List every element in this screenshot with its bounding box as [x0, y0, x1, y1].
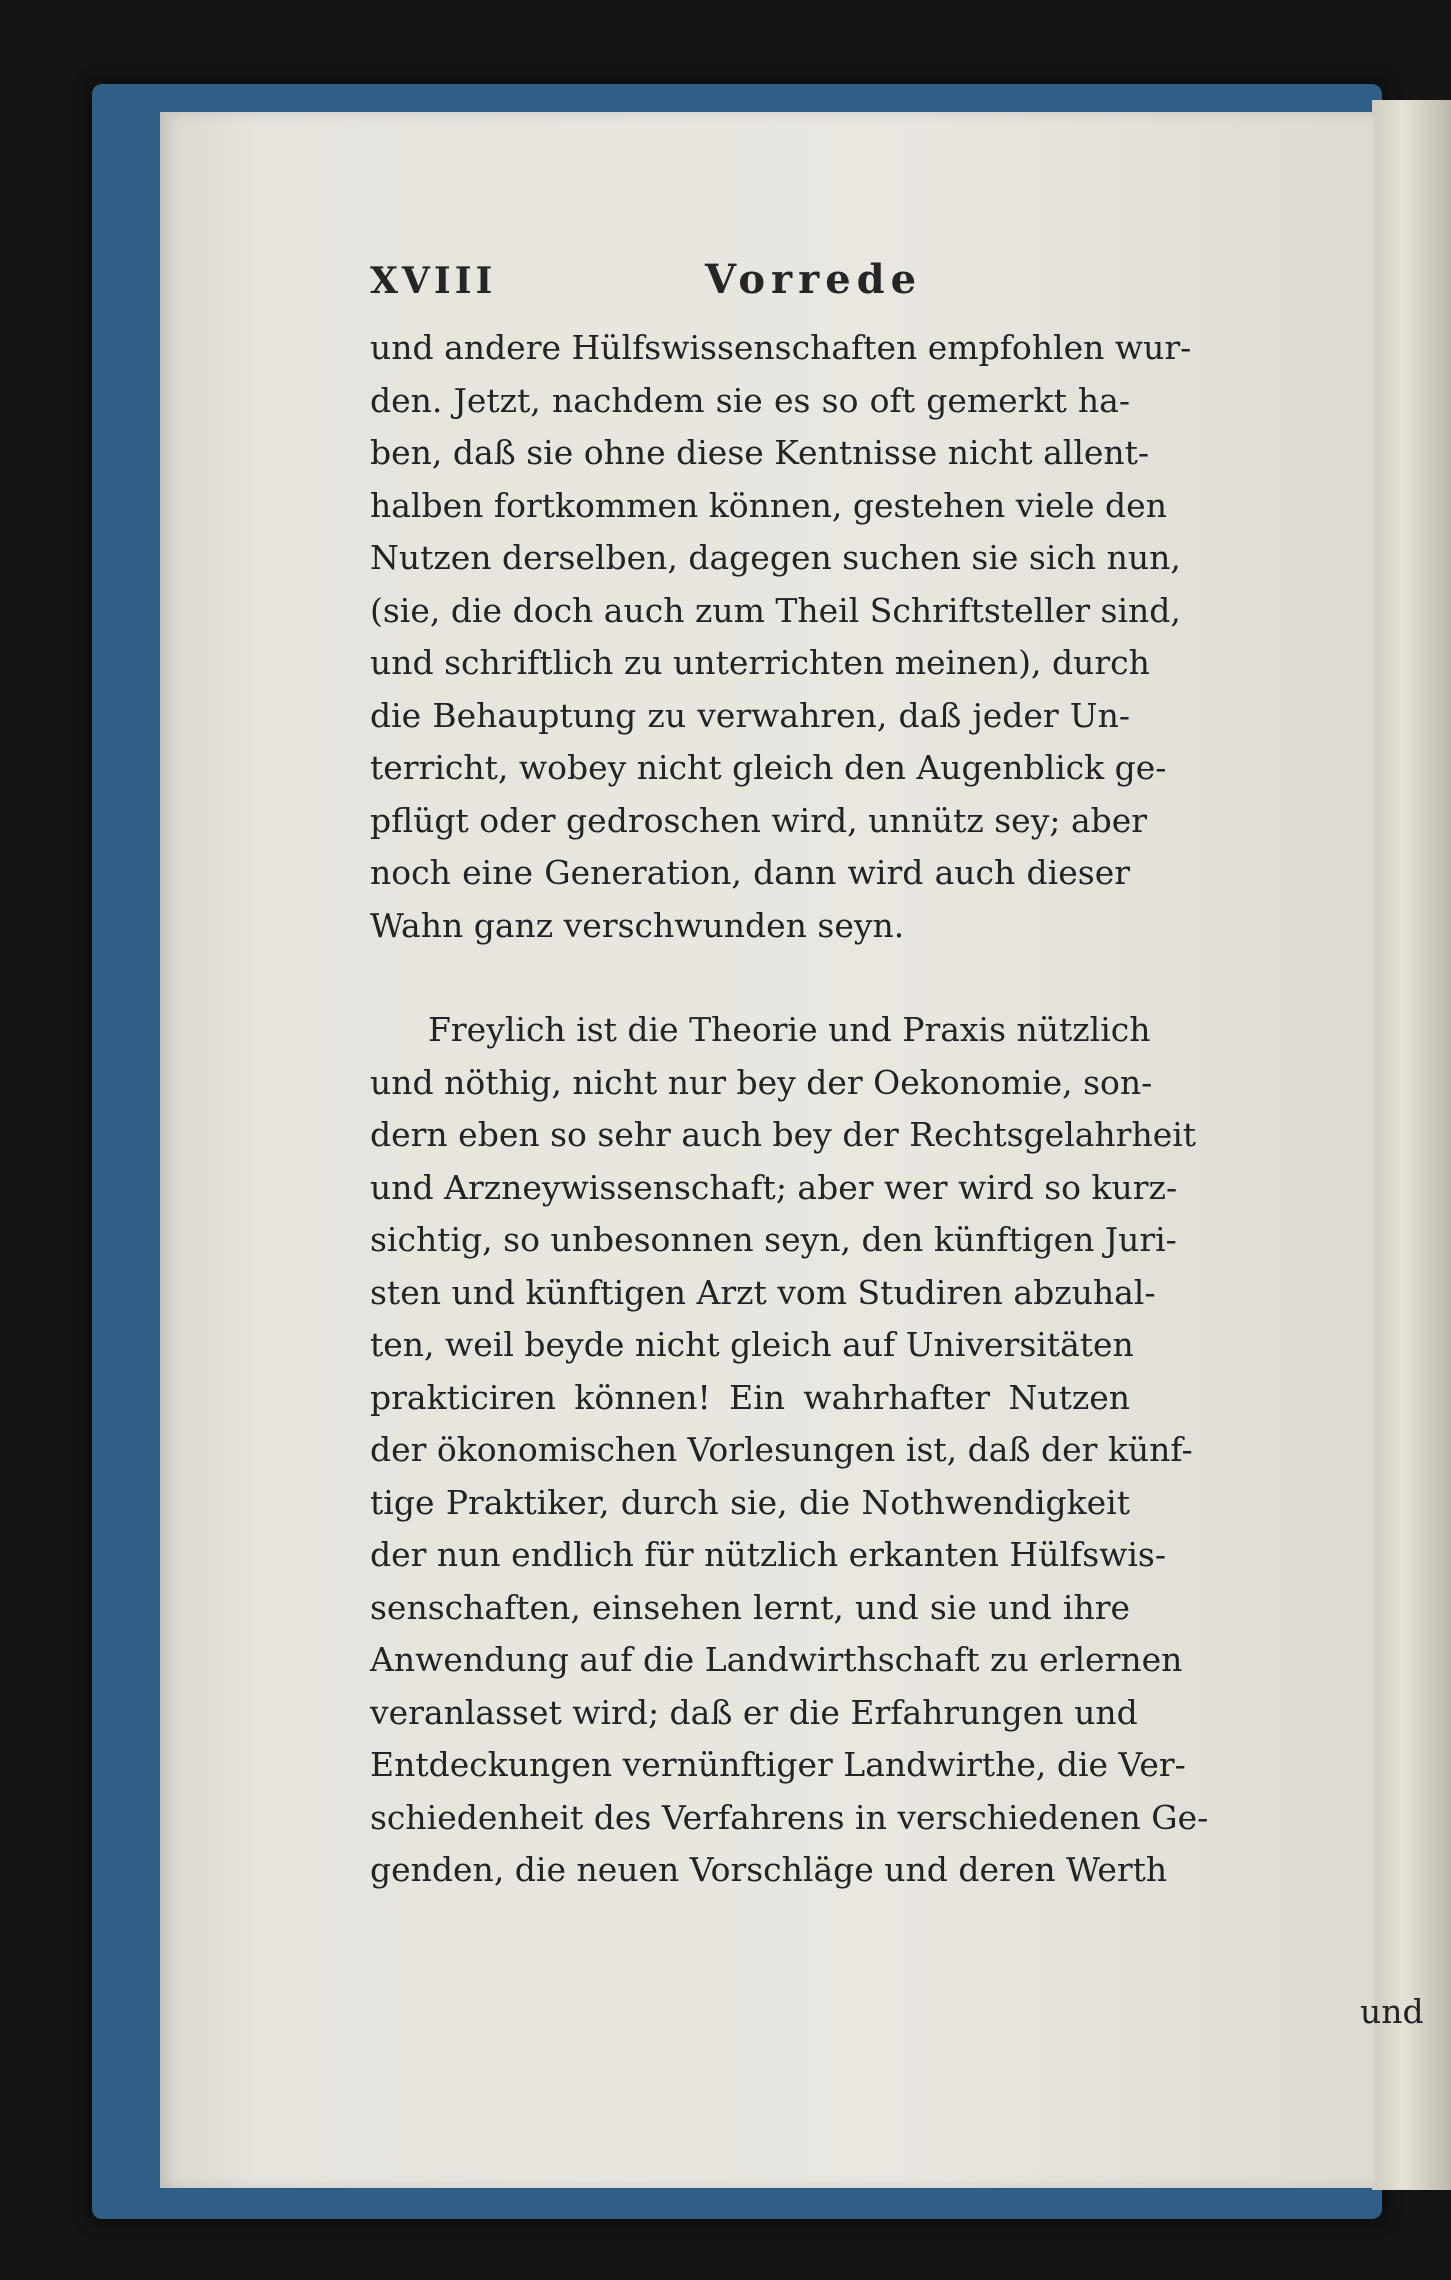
page-number: XVIII: [370, 260, 497, 302]
next-page-edge: [1372, 100, 1451, 2190]
text-line: ben, daß sie ohne diese Kentnisse nicht allent-: [370, 433, 1150, 472]
running-head: [160, 252, 1375, 312]
text-line: Nutzen derselben, dagegen suchen sie sich nun,: [370, 538, 1181, 577]
text-line: terricht, wobey nicht gleich den Augenblick ge-: [370, 748, 1167, 787]
text-line: und andere Hülfswissenschaften empfohlen wur-: [370, 328, 1192, 367]
text-line: der nun endlich für nützlich erkanten Hülfswis-: [370, 1535, 1167, 1574]
text-line: und schriftlich zu unterrichten meinen), durch: [370, 643, 1150, 682]
text-line: der ökonomischen Vorlesungen ist, daß der künf-: [370, 1430, 1193, 1469]
text-line: sten und künftigen Arzt vom Studiren abzuhal-: [370, 1272, 1156, 1312]
text-line: die Behauptung zu verwahren, daß jeder Un-: [370, 695, 1130, 735]
body-text: [370, 322, 1209, 1897]
text-line: veranlasset wird; daß er die Erfahrungen und: [370, 1692, 1138, 1732]
page-header-title: Vorrede: [705, 256, 923, 303]
text-line: Entdeckungen vernünftiger Landwirthe, die Ver-: [370, 1745, 1186, 1784]
catchword: und: [1360, 1992, 1424, 2031]
paragraph: [370, 1004, 1209, 1897]
text-line: noch eine Generation, dann wird auch dieser: [370, 853, 1130, 892]
text-line: pflügt oder gedroschen wird, unnütz sey; aber: [370, 800, 1148, 840]
text-line: prakticiren können! Ein wahrhafter Nutzen: [370, 1377, 1130, 1417]
text-line: schiedenheit des Verfahrens in verschiedenen Ge-: [370, 1797, 1209, 1837]
text-line: Freylich ist die Theorie und Praxis nützlich: [428, 1010, 1151, 1049]
text-line: tige Praktiker, durch sie, die Nothwendigkeit: [370, 1482, 1130, 1522]
text-line: (sie, die doch auch zum Theil Schriftsteller sind,: [370, 590, 1181, 630]
text-line: Wahn ganz verschwunden seyn.: [370, 905, 905, 945]
text-line: halben fortkommen können, gestehen viele den: [370, 485, 1167, 525]
book-page: [160, 112, 1424, 2188]
text-line: und nöthig, nicht nur bey der Oekonomie, son-: [370, 1062, 1153, 1102]
paragraph: [370, 322, 1192, 952]
text-line: senschaften, einsehen lernt, und sie und ihre: [370, 1587, 1130, 1627]
text-line: den. Jetzt, nachdem sie es so oft gemerkt ha-: [370, 380, 1130, 420]
text-line: genden, die neuen Vorschläge und deren Werth: [370, 1850, 1168, 1889]
text-line: ten, weil beyde nicht gleich auf Universitäten: [370, 1325, 1134, 1364]
text-line: dern eben so sehr auch bey der Rechtsgelahrheit: [370, 1115, 1197, 1154]
text-line: Anwendung auf die Landwirthschaft zu erlernen: [370, 1640, 1183, 1679]
text-line: und Arzneywissenschaft; aber wer wird so kurz-: [370, 1167, 1178, 1207]
text-line: sichtig, so unbesonnen seyn, den künftigen Juri-: [370, 1220, 1177, 1259]
paragraph-gap: [370, 952, 1130, 1004]
